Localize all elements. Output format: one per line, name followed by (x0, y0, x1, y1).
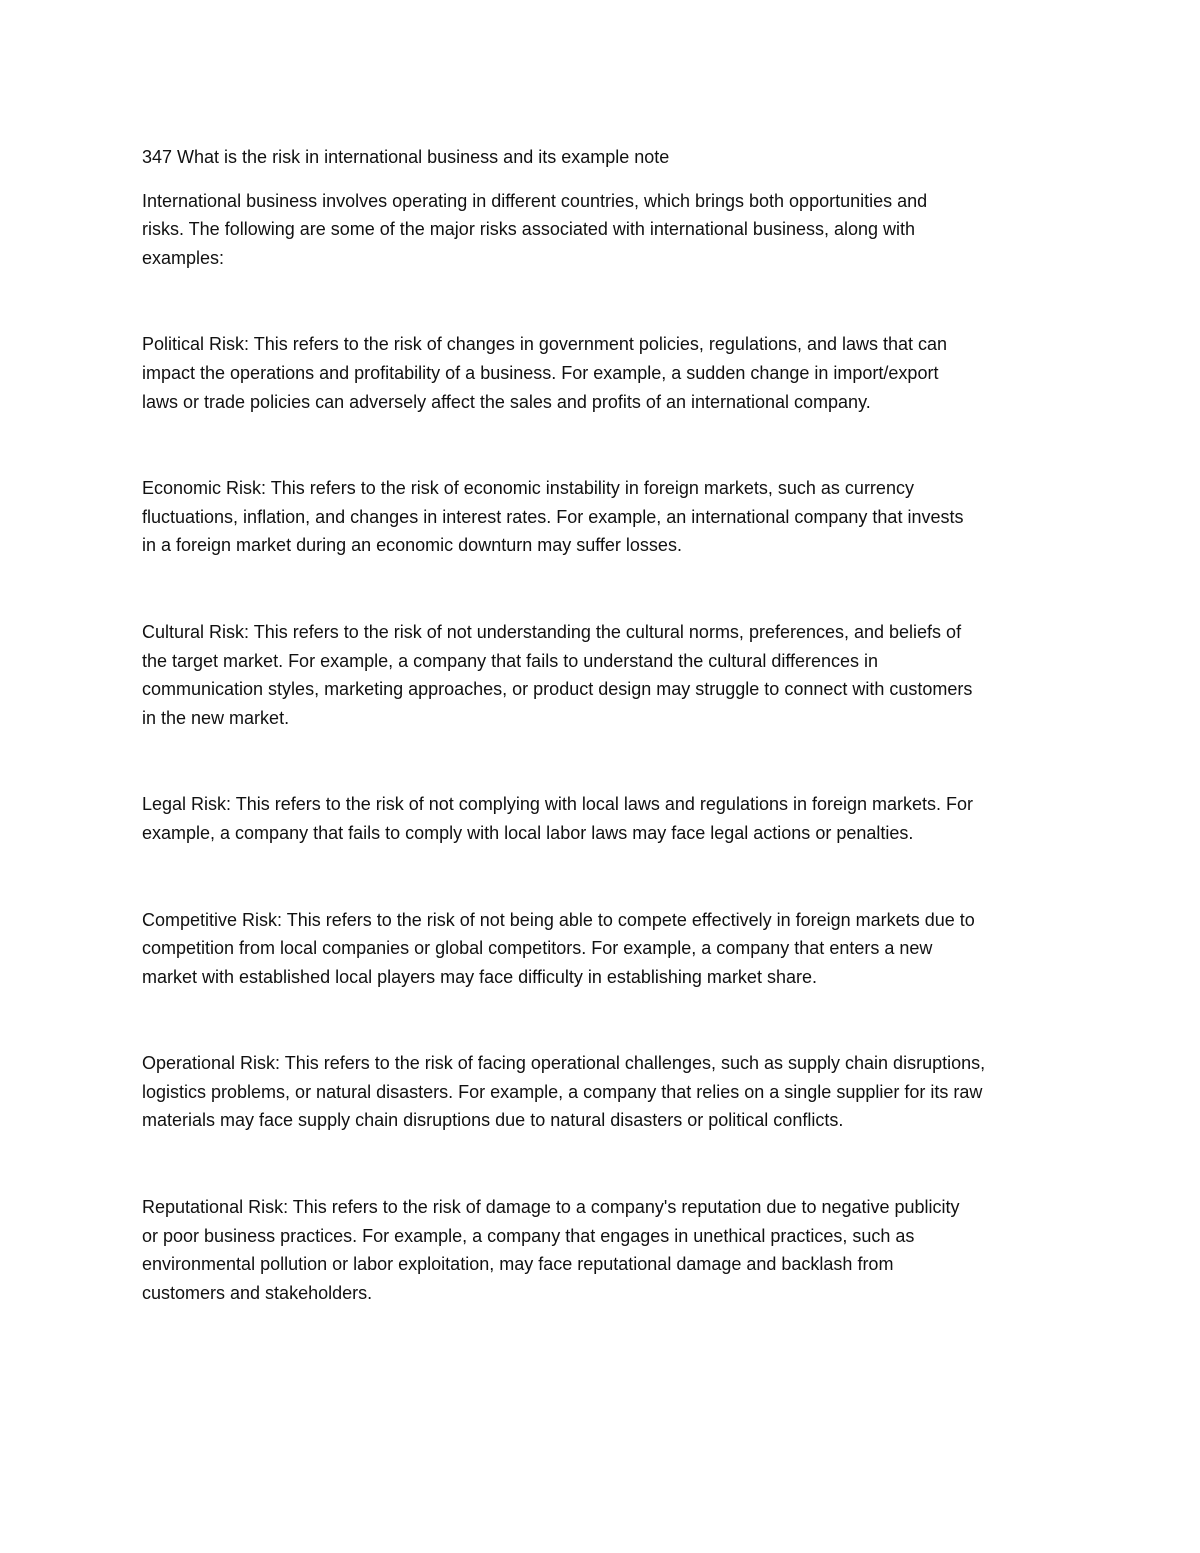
economic-risk-paragraph (142, 474, 1062, 560)
paragraph-line: in a foreign market during an economic downturn may suffer losses. (142, 535, 682, 556)
intro-line: examples: (142, 247, 225, 268)
reputational-risk-paragraph (142, 1193, 1062, 1307)
paragraph-line: or poor business practices. For example, a company that engages in unethical practices, such as (142, 1225, 915, 1246)
paragraph-line: Competitive Risk: This refers to the risk of not being able to compete effectively in foreign markets due to (142, 909, 975, 930)
paragraph-line: logistics problems, or natural disasters. For example, a company that relies on a single supplier for its raw (142, 1081, 983, 1102)
intro-paragraph (142, 187, 1062, 273)
intro-line: risks. The following are some of the major risks associated with international business, along with (142, 219, 916, 240)
paragraph-line: customers and stakeholders. (142, 1282, 373, 1303)
political-risk-paragraph (142, 330, 1062, 416)
paragraph-line: competition from local companies or global competitors. For example, a company that enters a new (142, 938, 933, 959)
paragraph-gap (142, 416, 1062, 474)
paragraph-gap (142, 732, 1062, 790)
document-title: 347 What is the risk in international business and its example note (142, 147, 670, 167)
paragraph-line: fluctuations, inflation, and changes in interest rates. For example, an international company that invests (142, 506, 964, 527)
paragraph-line: environmental pollution or labor exploitation, may face reputational damage and backlash from (142, 1254, 894, 1275)
paragraph-line: impact the operations and profitability of a business. For example, a sudden change in import/export (142, 362, 939, 383)
paragraph-gap (142, 991, 1062, 1049)
paragraph-gap (142, 1135, 1062, 1193)
paragraph-line: Political Risk: This refers to the risk of changes in government policies, regulations, and laws that can (142, 334, 948, 355)
paragraph-line: Cultural Risk: This refers to the risk of not understanding the cultural norms, preferences, and beliefs of (142, 621, 962, 642)
paragraph-line: the target market. For example, a company that fails to understand the cultural differences in (142, 650, 879, 671)
paragraph-line: market with established local players may face difficulty in establishing market share. (142, 966, 817, 987)
cultural-risk-paragraph (142, 618, 1062, 732)
paragraph-line: in the new market. (142, 707, 290, 728)
paragraph-gap (142, 560, 1062, 618)
paragraph-line: example, a company that fails to comply with local labor laws may face legal actions or penalties. (142, 822, 914, 843)
competitive-risk-paragraph (142, 906, 1062, 992)
paragraph-gap (142, 272, 1062, 330)
paragraph-line: Legal Risk: This refers to the risk of not complying with local laws and regulations in foreign markets. For (142, 794, 974, 815)
paragraph-line: Reputational Risk: This refers to the risk of damage to a company's reputation due to negative publicity (142, 1197, 960, 1218)
paragraph-line: Economic Risk: This refers to the risk of economic instability in foreign markets, such as currency (142, 478, 914, 499)
paragraph-line: Operational Risk: This refers to the risk of facing operational challenges, such as supply chain disruptions, (142, 1053, 986, 1074)
operational-risk-paragraph (142, 1049, 1062, 1135)
paragraph-line: communication styles, marketing approaches, or product design may struggle to connect with customers (142, 679, 973, 700)
paragraph-line: laws or trade policies can adversely affect the sales and profits of an international company. (142, 391, 871, 412)
document-body (142, 143, 1062, 1307)
intro-line: International business involves operating in different countries, which brings both opportunities and (142, 190, 928, 211)
legal-risk-paragraph (142, 790, 1062, 847)
paragraph-line: materials may face supply chain disruptions due to natural disasters or political conflicts. (142, 1110, 844, 1131)
paragraph-gap (142, 848, 1062, 906)
